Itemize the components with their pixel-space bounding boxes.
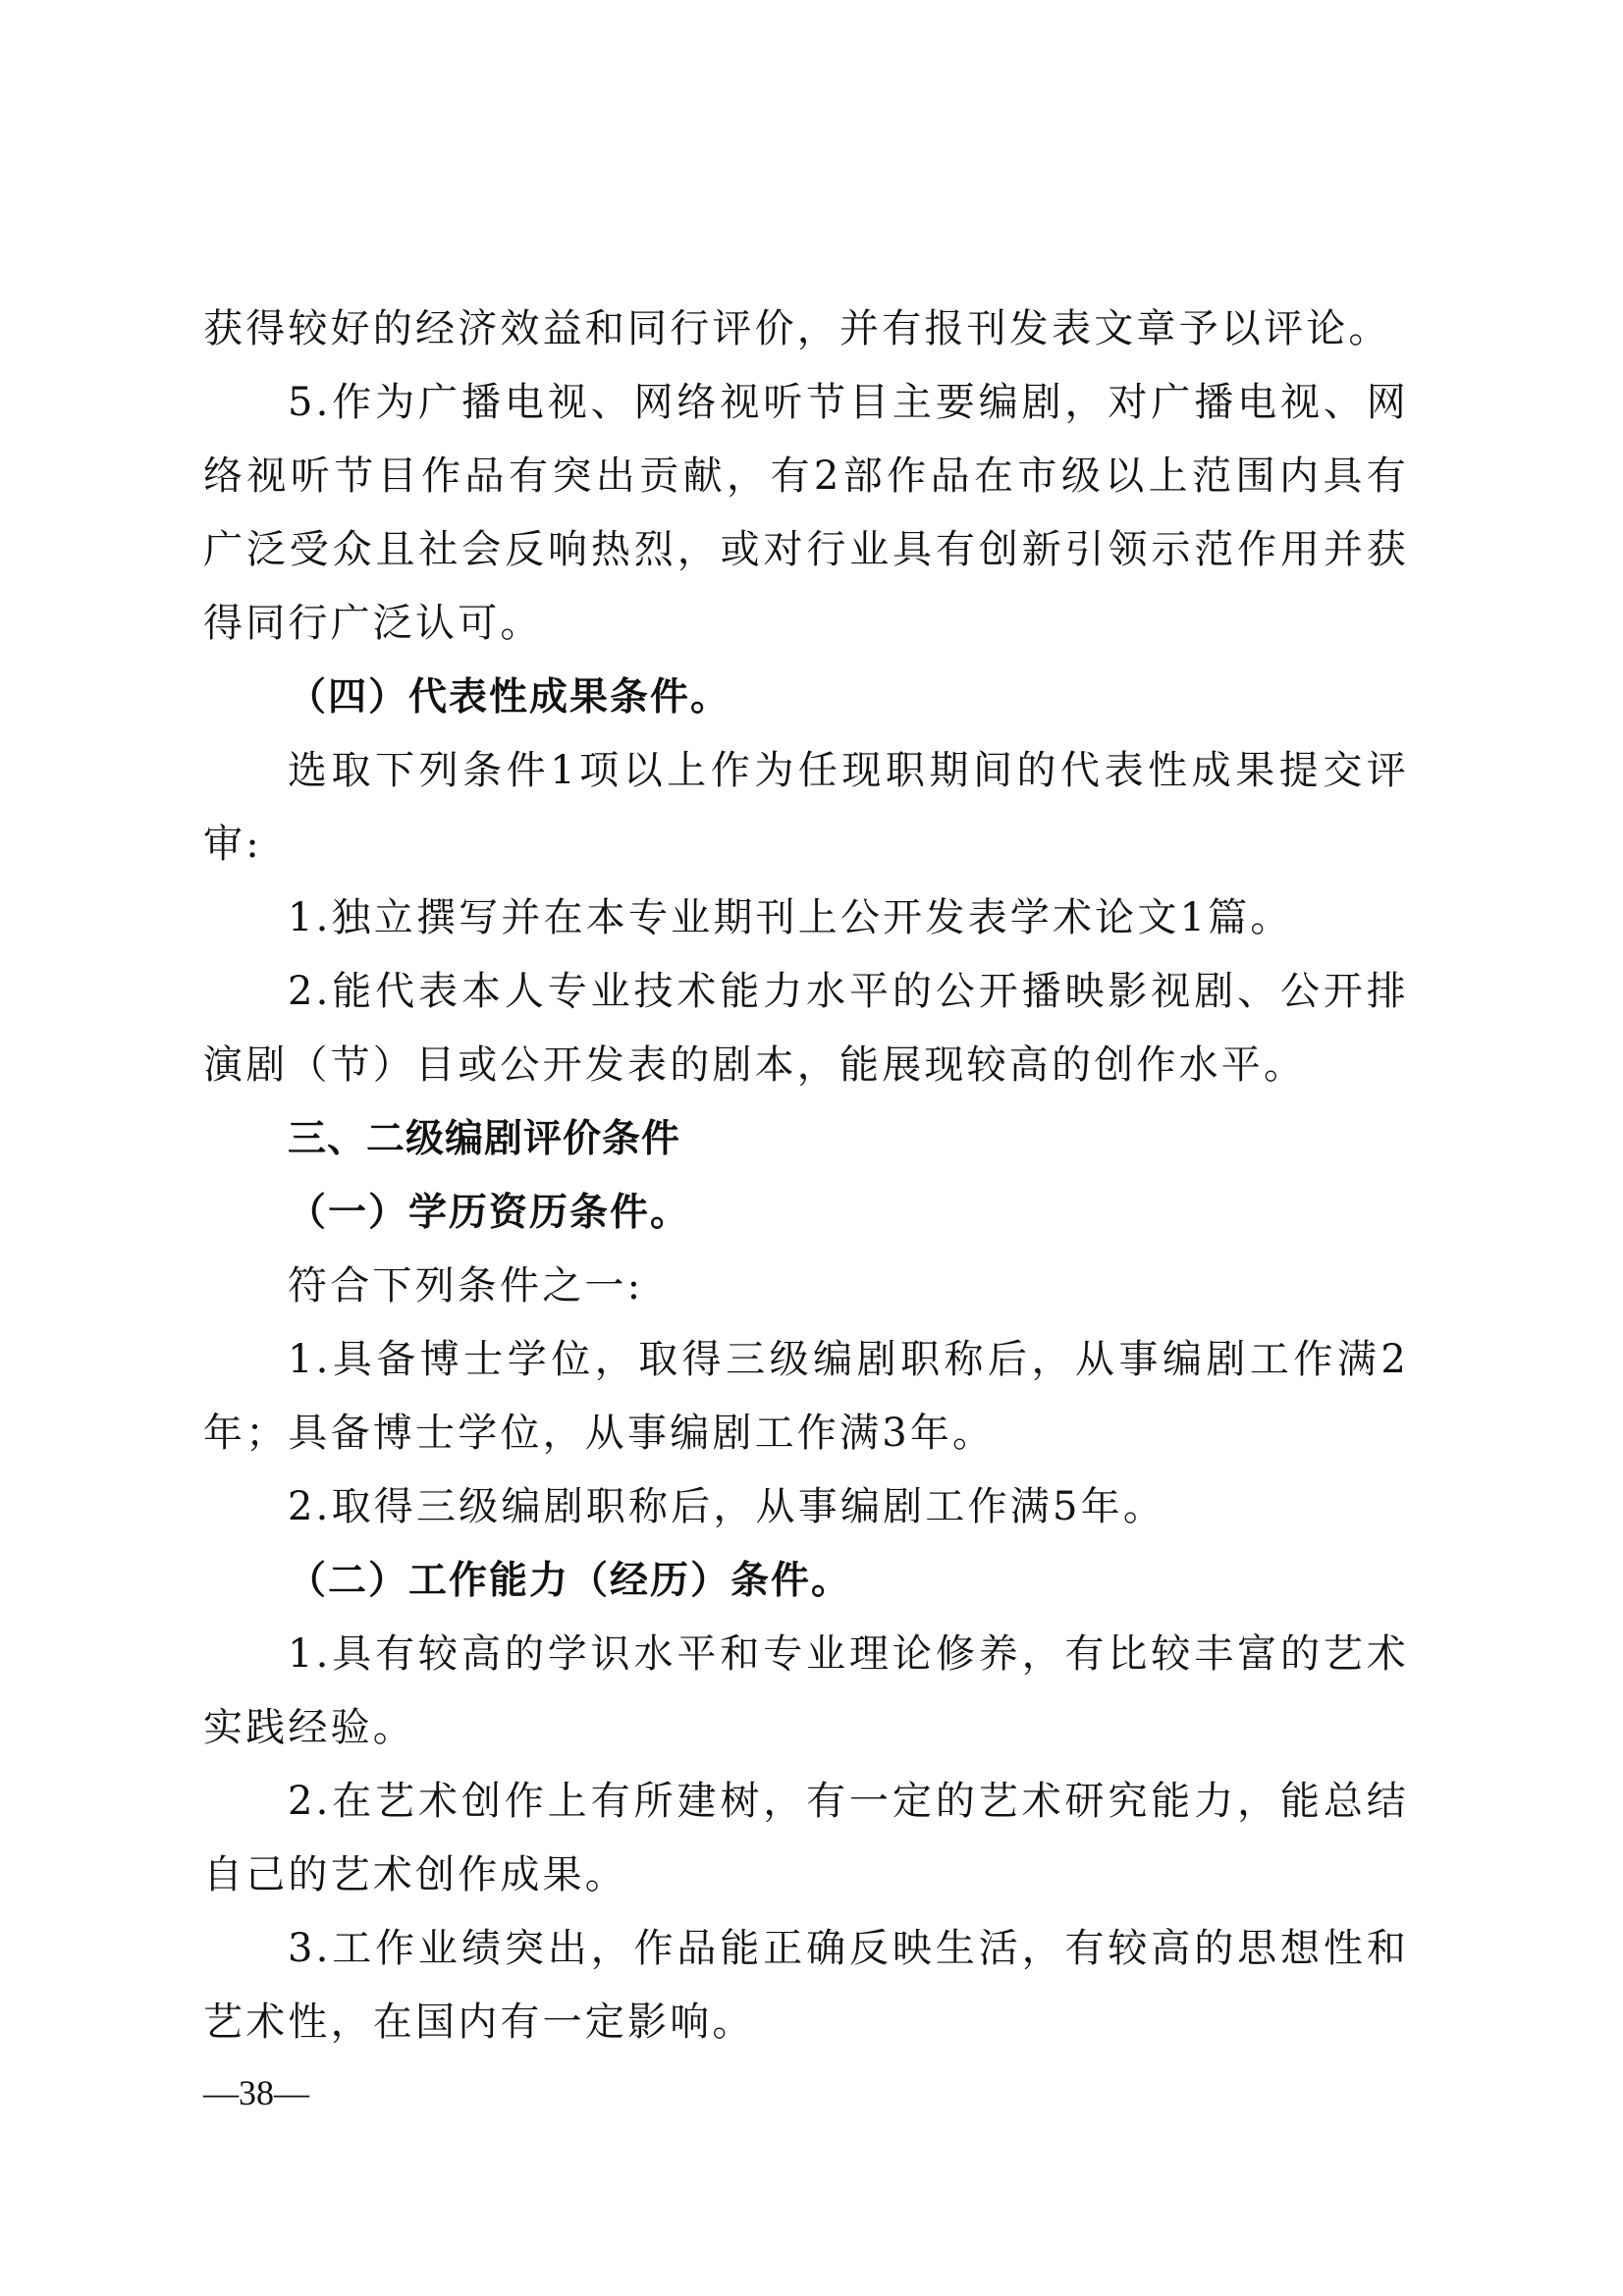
list-item-1-doctorate: 1.具备博士学位，取得三级编剧职称后，从事编剧工作满2年；具备博士学位，从事编剧工作满3年。 xyxy=(203,1337,1409,1456)
subheading-work-ability: （二）工作能力（经历）条件。 xyxy=(288,1558,852,1603)
list-item-3-performance: 3.工作业绩突出，作品能正确反映生活，有较高的思想性和艺术性，在国内有一定影响。 xyxy=(203,1926,1409,2045)
list-item-2-works: 2.能代表本人专业技术能力水平的公开播映影视剧、公开排演剧（节）目或公开发表的剧本，能展现较高的创作水平。 xyxy=(203,969,1409,1088)
paragraph-condition-intro: 符合下列条件之一: xyxy=(288,1263,644,1308)
list-item-1-paper: 1.独立撰写并在本专业期刊上公开发表学术论文1篇。 xyxy=(288,895,1293,940)
page-number: —38— xyxy=(203,2073,309,2112)
paragraph-continuation: 获得较好的经济效益和同行评价，并有报刊发表文章予以评论。 xyxy=(203,306,1391,351)
list-item-2-experience: 2.取得三级编剧职称后，从事编剧工作满5年。 xyxy=(288,1484,1166,1529)
subheading-representative-achievements: （四）代表性成果条件。 xyxy=(288,674,731,720)
paragraph-selection-instruction: 选取下列条件1项以上作为任现职期间的代表性成果提交评审: xyxy=(203,748,1409,867)
subheading-education-qualification: （一）学历资历条件。 xyxy=(288,1190,691,1235)
document-body xyxy=(203,293,1409,2059)
list-item-2-creation: 2.在艺术创作上有所建树，有一定的艺术研究能力，能总结自己的艺术创作成果。 xyxy=(203,1779,1409,1897)
section-heading-level2-screenwriter: 三、二级编剧评价条件 xyxy=(288,1117,681,1161)
list-item-1-knowledge: 1.具有较高的学识水平和专业理论修养，有比较丰富的艺术实践经验。 xyxy=(203,1631,1409,1750)
list-item-5-broadcast-writer: 5.作为广播电视、网络视听节目主要编剧，对广播电视、网络视听节目作品有突出贡献，有2部作品在市级以上范围内具有广泛受众且社会反响热烈，或对行业具有创新引领示范作用并获得同行广泛认可。 xyxy=(203,380,1409,646)
